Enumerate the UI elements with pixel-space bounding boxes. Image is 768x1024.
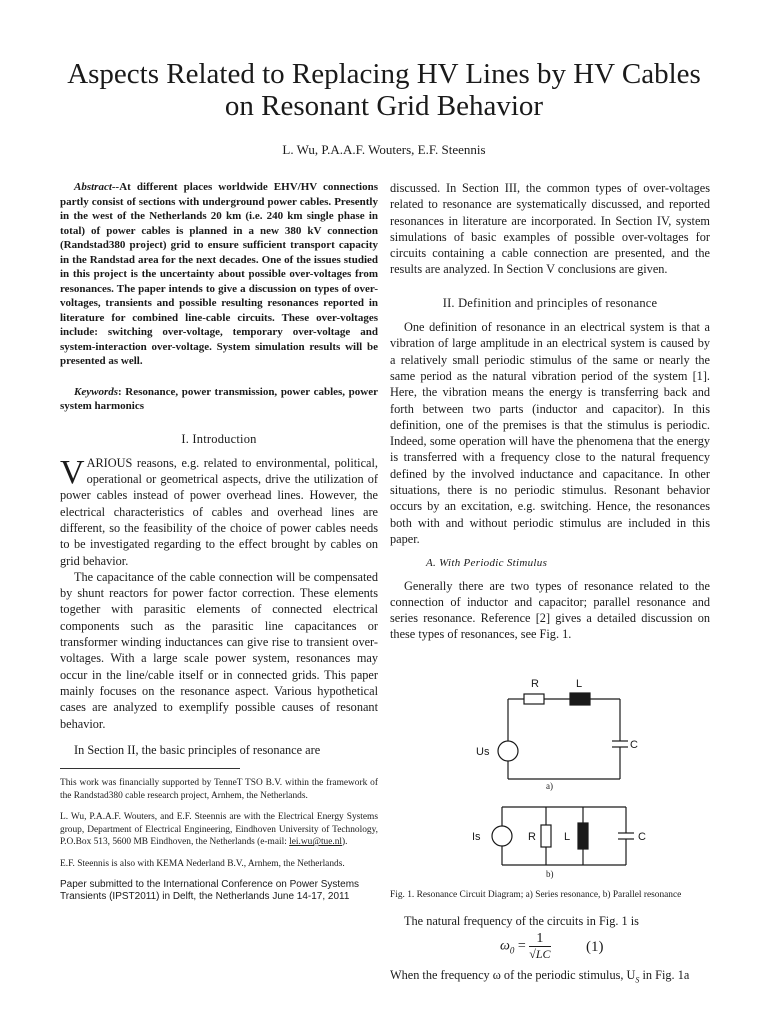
footnote-affiliation bbox=[60, 811, 378, 849]
stimulus-subscript: S bbox=[635, 975, 640, 985]
footnote-conference: Paper submitted to the International Conference on Power Systems Transients (IPST2011) in Delft, the Netherlands June 14-17, 2011 bbox=[60, 879, 360, 903]
eq-subscript: 0 bbox=[509, 945, 515, 956]
email-link[interactable]: lei.wu@tue.nl bbox=[289, 837, 343, 848]
footnote-funding: This work was financially supported by TenneT TSO B.V. within the framework of the Randstad380 cable research project, Arnhem, the Netherlands. bbox=[60, 778, 378, 801]
keywords-label: Keywords bbox=[74, 385, 118, 398]
natural-frequency-paragraph: The natural frequency of the circuits in Fig. 1 is bbox=[404, 913, 639, 928]
parallel-circuit bbox=[492, 807, 634, 865]
stimulus-paragraph bbox=[390, 967, 710, 989]
footnote-kema: E.F. Steennis is also with KEMA Nederland B.V., Arnhem, the Netherlands. bbox=[60, 858, 345, 869]
footnote-affiliation-end: ). bbox=[342, 837, 348, 848]
eq-fraction bbox=[529, 931, 550, 962]
resistor-b bbox=[541, 825, 551, 847]
equation-1 bbox=[390, 931, 710, 967]
intro-paragraph-2: The capacitance of the cable connection will be compensated by shunt reactors for power factor correction. These elements together with parasitic elements of connected electrical components such as the parasitic line capacitances or transformer winding inductances can give rise to transient over-voltages. With a large scale power system, resonances may occur in the line/cable itself or in connected grids. This paper mainly focuses on the resonance aspect. Various hypothetical cases are analyzed to exemplify possible causes of resonant behavior. bbox=[60, 569, 378, 731]
eq-equals: = bbox=[514, 938, 530, 954]
resistor-a bbox=[524, 694, 544, 704]
current-source bbox=[492, 826, 512, 846]
drop-cap: V bbox=[60, 453, 85, 491]
left-column bbox=[60, 180, 378, 912]
sublabel-b: b) bbox=[546, 868, 554, 879]
abstract-label: Abstract-- bbox=[74, 181, 120, 193]
figure-caption: Fig. 1. Resonance Circuit Diagram; a) Series resonance, b) Parallel resonance bbox=[390, 889, 682, 900]
label-us: Us bbox=[476, 745, 490, 758]
intro-paragraph-3: In Section II, the basic principles of resonance are bbox=[74, 742, 321, 757]
voltage-source bbox=[498, 741, 518, 761]
label-r-b: R bbox=[528, 830, 536, 843]
subsection-heading-periodic: A. With Periodic Stimulus bbox=[426, 557, 548, 570]
eq-numerator: 1 bbox=[529, 931, 550, 947]
paper-title: Aspects Related to Replacing HV Lines by HV Cables on Resonant Grid Behavior bbox=[67, 58, 701, 122]
sections-overview-paragraph: discussed. In Section III, the common types of over-voltages related to resonance are systematically discussed, and reported resonances in literature are incorporated. In Section IV, system simulations of basic examples of possible over-voltages for circuits containing a cable connection are presented, and the results are analyzed. In Section V conclusions are given. bbox=[390, 181, 710, 277]
abstract bbox=[60, 180, 378, 369]
label-is: Is bbox=[472, 830, 481, 843]
section-heading-introduction: I. Introduction bbox=[181, 431, 257, 446]
right-column bbox=[390, 180, 710, 989]
eq-denominator: √LC bbox=[529, 947, 551, 962]
series-circuit bbox=[498, 693, 628, 779]
stimulus-text: When the frequency ω of the periodic stimulus, U bbox=[390, 968, 636, 983]
equation-body bbox=[500, 931, 551, 962]
intro-paragraph-1 bbox=[60, 455, 378, 569]
footnote-divider bbox=[60, 768, 240, 769]
resonance-types-paragraph: Generally there are two types of resonance related to the connection of inductor and capacitor; parallel resonance and series resonance. Reference [2] gives a detailed discussion on these types of resonances, see Fig. 1. bbox=[390, 578, 710, 642]
label-c-a: C bbox=[630, 738, 638, 751]
author-list: L. Wu, P.A.A.F. Wouters, E.F. Steennis bbox=[282, 142, 486, 157]
circuit-diagram bbox=[390, 647, 710, 887]
keywords-body: : Resonance, power transmission, power cables, power system harmonics bbox=[60, 385, 378, 412]
eq-omega: ω bbox=[500, 938, 510, 954]
sublabel-a: a) bbox=[546, 780, 553, 791]
equation-number: (1) bbox=[586, 939, 604, 956]
footnote-affiliation-text: L. Wu, P.A.A.F. Wouters, and E.F. Steennis are with the Electrical Energy Systems group, Department of Electrical Engineering, Eindhoven University of Technology, P.O.Box 513, 5600 MB Eindhoven, the Netherlands (e-mail: bbox=[60, 812, 378, 848]
label-l-a: L bbox=[576, 677, 583, 690]
section-heading-definition: II. Definition and principles of resonance bbox=[442, 295, 658, 310]
abstract-body: At different places worldwide EHV/HV connections partly consist of sections with underground power cables. Presently in the west of the Netherlands 20 km (i.e. 240 km single phase in total) of power cables is planned in a new 380 kV connection (Randstad380 project) grid to ensure sufficient transport capacity in the Randstad area for the next decades. One of the issues studied in this project is the uncertainty about possible over-voltages from resonances. The paper intends to give a discussion on types of over-voltages, transients and possible resulting resonances reported in literature for combined line-cable circuits. These over-voltages include: switching over-voltage, temporary over-voltage and system-interaction over-voltage. System simulation results will be presented as well. bbox=[60, 181, 378, 367]
keywords bbox=[60, 385, 378, 414]
definition-paragraph: One definition of resonance in an electrical system is that a vibration of large amplitude in an electrical system is caused by a relatively small periodic stimulus of the same or nearly the same period as the natural vibration period of the system [1]. Here, the vibration means the energy is transferring back and forth between two parts (inductor and capacitor). In this definition, one of the premises is that the stimulus is periodic. Indeed, some operation will have the phenomena that the energy is transferred with a frequency close to the natural frequency defined by the involved inductance and capacitance. In other situations, there is no periodic stimulus. Resonant behavior occurs by an excitation, e.g. switching. Hence, the resonances both with and without periodic stimulus are included in this paper. bbox=[390, 320, 710, 546]
inductor-b bbox=[578, 823, 588, 849]
figure-1 bbox=[390, 647, 710, 887]
stimulus-end: in Fig. 1a bbox=[639, 968, 690, 983]
label-l-b: L bbox=[564, 830, 571, 843]
intro-paragraph-1-text: ARIOUS reasons, e.g. related to environmental, political, operational or geometrical aspects, drive the utilization of power cables instead of power overhead lines. However, the electrical characteristics of cables and overhead lines are different, so the feasibility of the choice of power cables needs to be investigated regarding to the effect brought by cables on grid behavior. bbox=[60, 455, 378, 568]
inductor-a bbox=[570, 693, 590, 705]
label-r-a: R bbox=[531, 677, 539, 690]
label-c-b: C bbox=[638, 830, 646, 843]
